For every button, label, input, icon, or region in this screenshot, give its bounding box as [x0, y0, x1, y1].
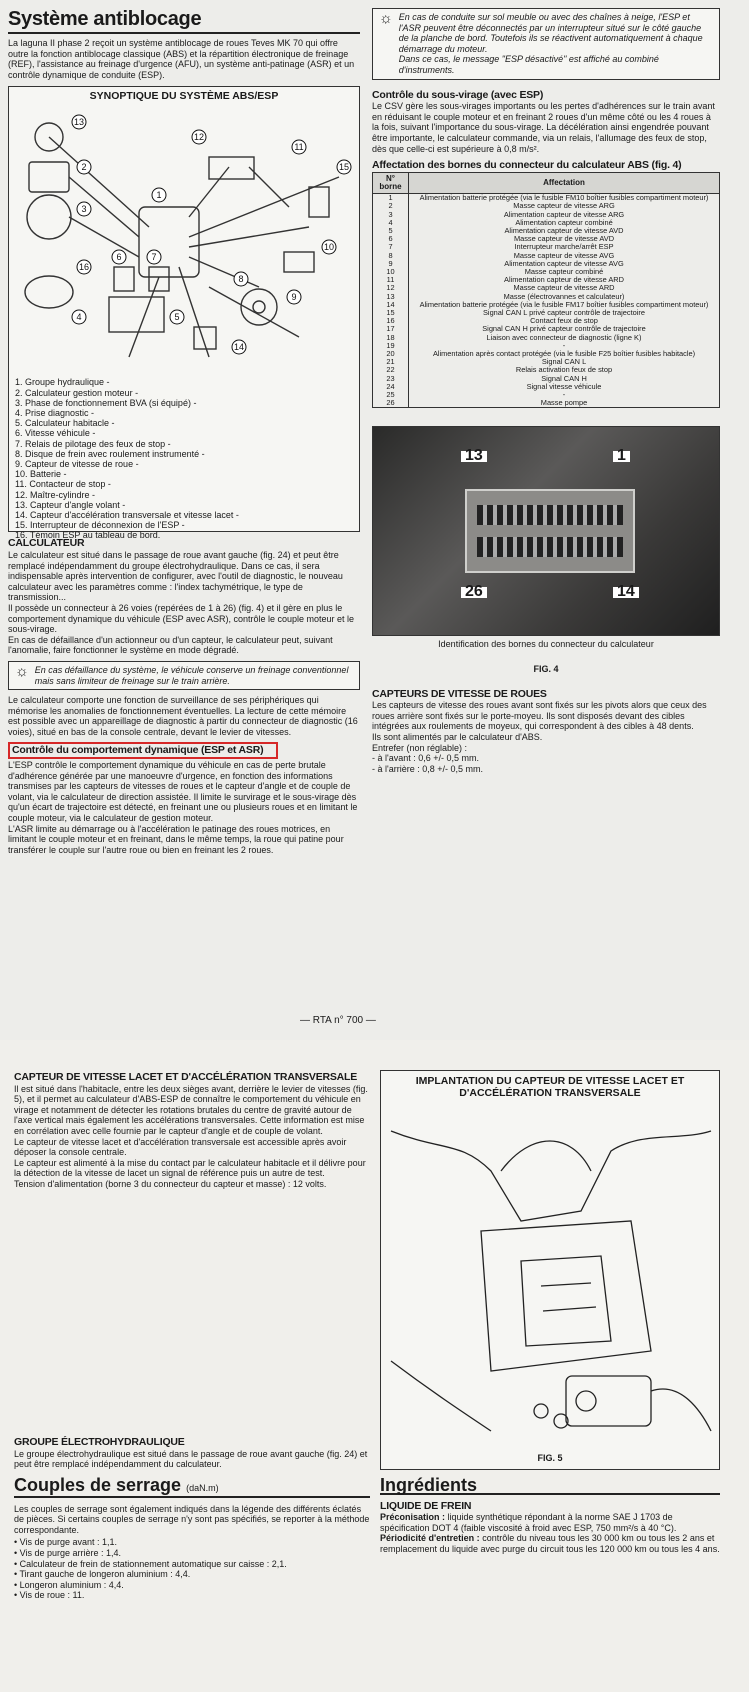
capteurs-ar: - à l'arrière : 0,8 +/- 0,5 mm.	[372, 763, 484, 774]
pin-number: 12	[373, 284, 409, 292]
callout-5	[170, 310, 184, 324]
calc-note-text: En cas défaillance du système, le véhicule conserve un freinage conventionnel mais sans limiteur de freinage sur le train arrière.	[34, 664, 349, 686]
pin-assignment: Masse (électrovannes et calculateur)	[409, 293, 720, 301]
esp-heading: Contrôle du comportement dynamique (ESP et ASR)	[8, 742, 278, 759]
pin-number: 9	[373, 260, 409, 268]
pin-assignment: Masse pompe	[409, 399, 720, 408]
stop-relay-icon	[149, 267, 169, 291]
pin-number: 21	[373, 358, 409, 366]
svg-text:12: 12	[193, 132, 205, 143]
pin-row	[373, 399, 720, 408]
connector-pins-bottom	[477, 537, 623, 557]
pin-number: 23	[373, 375, 409, 383]
ingredients-section	[380, 1475, 720, 1555]
fig5-drawing	[381, 1111, 719, 1456]
col-borne: N° borne	[373, 172, 409, 193]
lacet-text-2: Le capteur de vitesse lacet et d'accélération transversale est accessible après avoir déposer la console centrale.	[14, 1136, 347, 1158]
callout-4	[72, 310, 86, 324]
pin-number: 2	[373, 202, 409, 210]
synoptic-legend	[15, 377, 239, 540]
pin-label-14: 14	[613, 587, 639, 598]
page-footer: — RTA n° 700 —	[300, 1015, 376, 1026]
svg-text:14: 14	[233, 342, 245, 353]
couples-item: • Vis de purge arrière : 1,4.	[14, 1547, 122, 1558]
couples-heading	[14, 1475, 370, 1495]
pin-number: 25	[373, 391, 409, 399]
couples-rule	[14, 1496, 370, 1498]
callout-1	[152, 188, 166, 202]
pin-label-13: 13	[461, 451, 487, 462]
pin-number: 13	[373, 293, 409, 301]
pin-assignment: Alimentation après contact protégée (via le fusible F25 boîtier fusibles habitacle)	[409, 350, 720, 358]
legend-item: 11. Contacteur de stop -	[15, 479, 111, 490]
lacet-text: Il est situé dans l'habitacle, entre les deux sièges avant, derrière le levier de vitesses (fig. 5), et il permet au calculateur d'ABS-ESP de connaître le comportement du véhicule en virage et notamment de détecter les rotations brutales du centre de gravité autour de l'axe vertical mais également les accélérations transversales. Cette information est mise en corrélation avec celle fournie par le capteur d'angle et de couple de volant.	[14, 1083, 368, 1136]
capteurs-av: - à l'avant : 0,6 +/- 0,5 mm.	[372, 753, 480, 764]
precon-label: Préconisation :	[380, 1512, 446, 1523]
pin-assignment: Signal CAN H	[409, 375, 720, 383]
fig4-photo	[373, 427, 719, 635]
csv-text: Le CSV gère les sous-virages importants ou les pertes d'adhérences sur le train avant en réduisant le couple moteur et en freinant 2 roues d'un même côté ou les 4 roues à la fois, suivant l'importance du sous-virage. La décélération ainsi engendrée pouvant être importante, le calculateur commande, via un relais, l'allumage des feux de stop, dès que celle-ci est supérieure à 0,8 m/s².	[372, 101, 715, 154]
esp-disconnect-note	[372, 8, 720, 80]
svg-text:4: 4	[76, 312, 82, 323]
page-title: Système antiblocage	[8, 8, 202, 30]
fig4-photo-frame	[372, 426, 720, 636]
couples-unit: (daN.m)	[186, 1483, 219, 1493]
table-heading: Affectation des bornes du connecteur du calculateur ABS (fig. 4)	[372, 159, 682, 172]
groupe-text: Le groupe électrohydraulique est situé dans le passage de roue avant gauche (fig. 24) et peut être remplacé indépendamment du calculateur.	[14, 1448, 368, 1470]
pin-assignment: Masse capteur combiné	[409, 268, 720, 276]
pin-label-1: 1	[613, 451, 630, 462]
legend-item: 8. Disque de frein avec roulement instrumenté -	[15, 448, 205, 459]
couples-item: • Vis de roue : 11.	[14, 1590, 85, 1601]
couples-section	[14, 1475, 370, 1601]
legend-item: 9. Capteur de vitesse de roue -	[15, 459, 139, 469]
pin-assignment: Signal CAN L	[409, 358, 720, 366]
legend-item: 4. Prise diagnostic -	[15, 407, 95, 418]
callout-9	[287, 290, 301, 304]
page-2	[0, 1040, 749, 1692]
brake-fluid-heading: LIQUIDE DE FREIN	[380, 1499, 472, 1512]
legend-item: 15. Interrupteur de déconnexion de l'ESP -	[15, 520, 185, 531]
esp-note-text: En cas de conduite sur sol meuble ou avec des chaînes à neige, l'ESP et l'ASR peuvent être déconnectés par un interrupteur situé sur le côté gauche de la planche de bord. Toutefois ils se réactivent automatiquement à chaque démarrage du moteur.	[398, 12, 703, 54]
callout-14	[232, 340, 246, 354]
pin-number: 8	[373, 252, 409, 260]
left-column	[8, 8, 360, 855]
svg-text:6: 6	[116, 252, 122, 263]
pin-assignment: -	[409, 342, 720, 350]
pin-assignment: Signal vitesse véhicule	[409, 383, 720, 391]
svg-text:7: 7	[151, 252, 157, 263]
esp-text: L'ESP contrôle le comportement dynamique du véhicule en cas de perte brutale d'adhérence générée par une manoeuvre d'urgence, en fonction des informations transmises par les capteurs de vitesses de roues et le capteur d'angle et de couple de volant, via le calculateur de direction assistée. Il limite le survirage et le sous-virage dès qu'un écart de trajectoire est détecté, en freinant une ou plusieurs roues et en limitant le couple moteur, via le calculateur de gestion moteur.	[8, 760, 358, 824]
warning-icon: ☼	[15, 662, 29, 680]
svg-text:11: 11	[294, 142, 304, 153]
esp-switch-icon	[309, 187, 329, 217]
pin-assignment: Signal CAN H privé capteur contrôle de trajectoire	[409, 325, 720, 333]
legend-item: 3. Phase de fonctionnement BVA (si équipé) -	[15, 397, 197, 408]
capteurs-heading: CAPTEURS DE VITESSE DE ROUES	[372, 687, 547, 700]
couples-intro: Les couples de serrage sont également indiqués dans la légende des différents éclatés de pièces. Si certains couples de serrage n'y sont pas spécifiés, se reporter à la méthode correspondante.	[14, 1503, 370, 1535]
right-column	[372, 8, 720, 774]
sensor-harness	[651, 1389, 711, 1431]
period-label: Périodicité d'entretien :	[380, 1533, 480, 1544]
callout-13	[72, 115, 86, 129]
callout-11	[292, 140, 306, 154]
pin-assignment: Alimentation batterie protégée (via le fusible FM17 boîtier fusibles compartiment moteur)	[409, 301, 720, 309]
legend-item: 5. Calculateur habitacle -	[15, 418, 115, 429]
pin-assignment: Signal CAN L privé capteur contrôle de trajectoire	[409, 309, 720, 317]
svg-text:3: 3	[81, 204, 87, 215]
console-outline	[391, 1131, 711, 1221]
svg-text:10: 10	[323, 242, 335, 253]
pin-number: 16	[373, 317, 409, 325]
pin-number: 22	[373, 366, 409, 374]
pin-number: 11	[373, 276, 409, 284]
couples-item: • Calculateur de frein de stationnement automatique sur caisse : 2,1.	[14, 1558, 287, 1569]
callout-3	[77, 202, 91, 216]
legend-item: 14. Capteur d'accélération transversale et vitesse lacet -	[15, 510, 239, 521]
gear-lever-boot	[501, 1141, 591, 1171]
fig5-box	[380, 1070, 720, 1470]
connector-pins-top	[477, 505, 623, 525]
battery-icon	[284, 252, 314, 272]
pin-number: 26	[373, 399, 409, 408]
connector-body	[465, 489, 635, 573]
groupe-heading: GROUPE ÉLECTROHYDRAULIQUE	[14, 1436, 185, 1448]
legend-item: 6. Vitesse véhicule -	[15, 428, 96, 439]
pin-number: 1	[373, 194, 409, 203]
ingredients-heading: Ingrédients	[380, 1475, 478, 1495]
period-text: contrôle du niveau tous les 30 000 km ou tous les 2 ans et remplacement du liquide avec purge du circuit tous les 120 000 km ou tous les 4 ans.	[380, 1533, 720, 1554]
master-cylinder-icon	[209, 157, 254, 179]
pin-number: 5	[373, 227, 409, 235]
bolt-icon	[534, 1404, 548, 1418]
svg-text:9: 9	[291, 292, 297, 303]
lacet-text-3: Le capteur est alimenté à la mise du contact par le calculateur habitacle et il délivre pour la détection de la vitesse de lacet un signal de référence puis un autre de test.	[14, 1157, 366, 1179]
svg-text:2: 2	[81, 162, 87, 173]
pin-assignment: Masse capteur de vitesse AVD	[409, 235, 720, 243]
couples-title: Couples de serrage	[14, 1475, 182, 1495]
body-ecu-icon	[109, 297, 164, 332]
capteurs-text-2: Ils sont alimentés par le calculateur d'ABS.	[372, 731, 543, 742]
lacet-heading: CAPTEUR DE VITESSE LACET ET D'ACCÉLÉRATION TRANSVERSALE	[14, 1071, 358, 1083]
gearbox-icon	[27, 195, 71, 239]
calc-text: Le calculateur est situé dans le passage de roue avant gauche (fig. 24) et peut être remplacé indépendamment du groupe électrohydraulique. Dans ce cas, il sera indispensable après intervention de configurer, avec l'outil de diagnostic, le nouveau calculateur avec les paramètres comme : l'index tachymétrique, le type de transmission...	[8, 549, 343, 603]
svg-text:13: 13	[73, 117, 85, 128]
callout-10	[322, 240, 336, 254]
callout-16	[77, 260, 91, 274]
svg-text:8: 8	[238, 274, 244, 285]
intro-text: La laguna II phase 2 reçoit un système antiblocage de roues Teves MK 70 qui offre outre la fonction antiblocage classique (ABS) et la répartition électronique de freinage (REF), l'assistance au freinage d'urgence (AFU), un système anti-patinage (ASR) et un contrôle dynamique de conduite (ESP).	[8, 38, 355, 80]
calc-note	[8, 661, 360, 690]
callout-8	[234, 272, 248, 286]
lacet-text-4: Tension d'alimentation (borne 3 du connecteur du capteur et masse) : 12 volts.	[14, 1178, 327, 1189]
calc-text-2: Il possède un connecteur à 26 voies (repérées de 1 à 26) (fig. 4) et il gère en plus le comportement dynamique du véhicule (ESP avec ASR), contrôle le couple moteur et le sous-virage.	[8, 602, 355, 635]
col-affectation: Affectation	[409, 172, 720, 193]
pin-table	[372, 172, 720, 409]
pin-number: 6	[373, 235, 409, 243]
pin-assignment: Alimentation batterie protégée (via le fusible FM10 boîtier fusibles compartiment moteur)	[409, 194, 720, 203]
fig5-title: IMPLANTATION DU CAPTEUR DE VITESSE LACET ET D'ACCÉLÉRATION TRANSVERSALE	[415, 1075, 685, 1099]
pin-number: 18	[373, 334, 409, 342]
fig5-label: FIG. 5	[537, 1453, 563, 1463]
calc-text-4: Le calculateur comporte une fonction de surveillance de ses périphériques qui mémorise les anomalies de fonctionnement éventuelles. La lecture de cette mémoire est possible avec un appareillage de diagnostic à partir du connecteur de diagnostic (16 voies), situé en bas de la console centrale, devant le levier de vitesses.	[8, 695, 358, 737]
legend-item: 12. Maître-cylindre -	[15, 489, 96, 500]
pin-table-body	[373, 194, 720, 408]
pin-number: 24	[373, 383, 409, 391]
engine-ecu-icon	[29, 162, 69, 192]
pin-assignment: Alimentation capteur de vitesse AVD	[409, 227, 720, 235]
pin-row	[373, 383, 720, 391]
callout-15	[337, 160, 351, 174]
esp-note-text-2: Dans ce cas, le message "ESP désactivé" est affiché au combiné d'instruments.	[398, 54, 659, 75]
pin-number: 14	[373, 301, 409, 309]
svg-text:15: 15	[338, 162, 350, 173]
legend-item: 13. Capteur d'angle volant -	[15, 499, 126, 510]
brake-hub-icon	[253, 301, 265, 313]
dashboard-icon	[25, 276, 73, 308]
pin-assignment: Relais activation feux de stop	[409, 366, 720, 374]
pin-assignment: Masse capteur de vitesse ARD	[409, 284, 720, 292]
calc-text-3: En cas de défaillance d'un actionneur ou d'un capteur, le calculateur peut, suivant l'anomalie, faire fonctionner le système en mode dégradé.	[8, 634, 333, 656]
esp-text-2: L'ASR limite au démarrage ou à l'accélération le patinage des roues motrices, en limitant le couple moteur et en freinant, dans le même temps, la roue qui patine pour transférer le couple sur l'autre roue ou bien en freinant les 2 roues.	[8, 823, 344, 855]
callout-7	[147, 250, 161, 264]
csv-heading: Contrôle du sous-virage (avec ESP)	[372, 88, 544, 101]
speed-signal-icon	[114, 267, 134, 291]
pin-row	[373, 334, 720, 342]
legend-item: 10. Batterie -	[15, 469, 67, 480]
pin-table-header	[373, 172, 720, 193]
svg-text:1: 1	[156, 190, 162, 201]
pin-number: 4	[373, 219, 409, 227]
pin-assignment: Liaison avec connecteur de diagnostic (ligne K)	[409, 334, 720, 342]
callout-6	[112, 250, 126, 264]
synoptic-title: SYNOPTIQUE DU SYSTÈME ABS/ESP	[89, 90, 279, 103]
center-tunnel	[481, 1221, 651, 1371]
couples-item: • Tirant gauche de longeron aluminium : 4,4.	[14, 1569, 191, 1580]
pin-assignment: Alimentation capteur de vitesse ARG	[409, 211, 720, 219]
tunnel-ribs	[541, 1283, 596, 1311]
legend-item: 16. Témoin ESP au tableau de bord.	[15, 530, 161, 541]
synoptic-diagram	[9, 107, 359, 367]
pin-number: 17	[373, 325, 409, 333]
fig4-caption: Identification des bornes du connecteur du calculateur	[438, 639, 654, 650]
floor-outline	[391, 1361, 491, 1431]
warning-icon: ☼	[379, 10, 393, 27]
synoptic-box	[8, 86, 360, 541]
callout-12	[192, 130, 206, 144]
yaw-sensor-body	[566, 1376, 651, 1426]
couples-item: • Longeron aluminium : 4,4.	[14, 1579, 124, 1590]
pin-number: 7	[373, 243, 409, 251]
couples-list	[14, 1537, 370, 1601]
svg-text:5: 5	[174, 312, 180, 323]
legend-item: 1. Groupe hydraulique -	[15, 377, 110, 388]
sensor-connector-icon	[576, 1391, 596, 1411]
capteurs-text: Les capteurs de vitesse des roues avant sont fixés sur les pivots alors que ceux des roues arrière sont fixés sur le porte-moyeu. Ils sont disposés devant des cibles intégrées aux roulements de moyeux, qui correspondent à des cibles à 48 dents.	[372, 700, 707, 732]
pin-assignment: Contact feux de stop	[409, 317, 720, 325]
couples-item: • Vis de purge avant : 1,1.	[14, 1537, 118, 1548]
legend-item: 2. Calculateur gestion moteur -	[15, 387, 139, 398]
pin-assignment: Masse capteur de vitesse ARG	[409, 202, 720, 210]
groupe-section	[14, 1435, 370, 1470]
pin-assignment: -	[409, 391, 720, 399]
fig4-label: FIG. 4	[533, 664, 559, 674]
svg-text:16: 16	[78, 262, 90, 273]
left-column-2	[14, 1070, 370, 1190]
pin-number: 3	[373, 211, 409, 219]
pin-assignment: Alimentation capteur combiné	[409, 219, 720, 227]
legend-item: 7. Relais de pilotage des feux de stop -	[15, 438, 171, 449]
pin-assignment: Interrupteur marche/arrêt ESP	[409, 243, 720, 251]
capteurs-text-3: Entrefer (non réglable) :	[372, 742, 468, 753]
pin-number: 19	[373, 342, 409, 350]
pin-number: 15	[373, 309, 409, 317]
pin-number: 10	[373, 268, 409, 276]
tunnel-inner	[521, 1256, 611, 1346]
title-rule	[8, 32, 360, 34]
callout-2	[77, 160, 91, 174]
pin-number: 20	[373, 350, 409, 358]
pin-label-26: 26	[461, 587, 487, 598]
pin-assignment: Alimentation capteur de vitesse AVG	[409, 260, 720, 268]
pin-assignment: Masse capteur de vitesse AVG	[409, 252, 720, 260]
pin-assignment: Alimentation capteur de vitesse ARD	[409, 276, 720, 284]
calc-heading: CALCULATEUR	[8, 537, 85, 550]
precon-text: liquide synthétique répondant à la norme SAE J 1703 de spécification DOT 4 (faible viscosité à froid avec ESP, 750 mm²/s à 40 °C).	[380, 1512, 677, 1533]
